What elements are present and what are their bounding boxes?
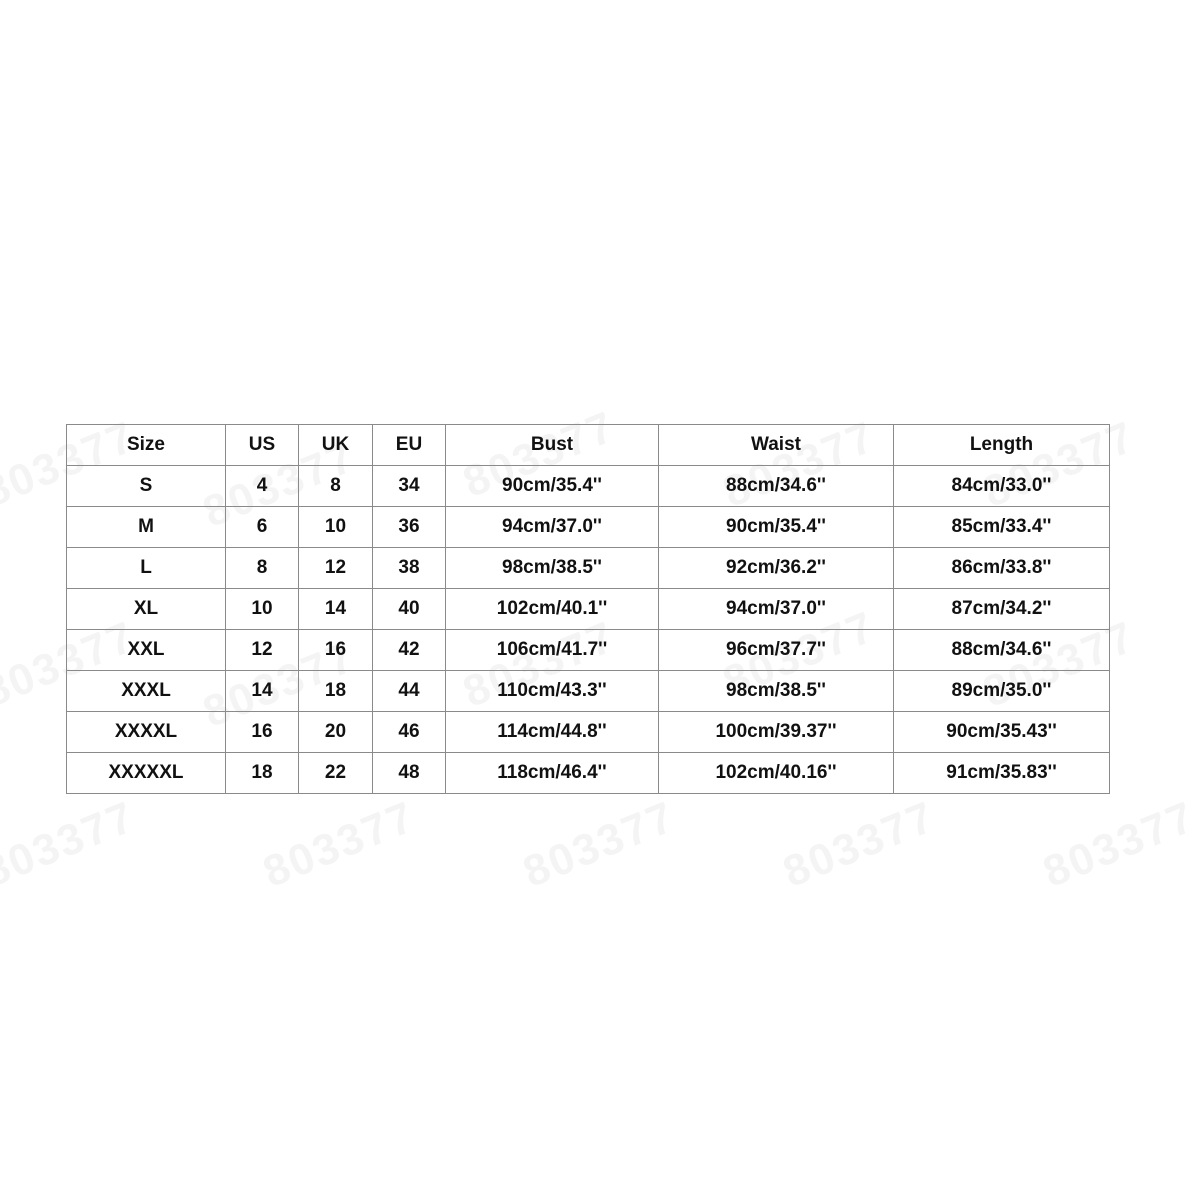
cell-bust: 106cm/41.7'' bbox=[446, 630, 659, 671]
table-row bbox=[67, 466, 1110, 507]
cell-waist: 92cm/36.2'' bbox=[659, 548, 894, 589]
cell-uk: 8 bbox=[299, 466, 373, 507]
header-bust: Bust bbox=[446, 425, 659, 466]
cell-waist: 98cm/38.5'' bbox=[659, 671, 894, 712]
cell-eu: 36 bbox=[373, 507, 446, 548]
cell-eu: 40 bbox=[373, 589, 446, 630]
cell-waist: 100cm/39.37'' bbox=[659, 712, 894, 753]
cell-waist: 94cm/37.0'' bbox=[659, 589, 894, 630]
cell-waist: 96cm/37.7'' bbox=[659, 630, 894, 671]
cell-length: 91cm/35.83'' bbox=[894, 753, 1110, 794]
cell-length: 85cm/33.4'' bbox=[894, 507, 1110, 548]
cell-eu: 34 bbox=[373, 466, 446, 507]
header-size: Size bbox=[67, 425, 226, 466]
header-waist: Waist bbox=[659, 425, 894, 466]
cell-length: 89cm/35.0'' bbox=[894, 671, 1110, 712]
cell-us: 14 bbox=[226, 671, 299, 712]
cell-waist: 90cm/35.4'' bbox=[659, 507, 894, 548]
cell-us: 10 bbox=[226, 589, 299, 630]
cell-bust: 118cm/46.4'' bbox=[446, 753, 659, 794]
cell-us: 4 bbox=[226, 466, 299, 507]
header-us: US bbox=[226, 425, 299, 466]
cell-uk: 10 bbox=[299, 507, 373, 548]
cell-us: 8 bbox=[226, 548, 299, 589]
cell-eu: 38 bbox=[373, 548, 446, 589]
table-row bbox=[67, 548, 1110, 589]
table-row bbox=[67, 507, 1110, 548]
cell-length: 87cm/34.2'' bbox=[894, 589, 1110, 630]
cell-length: 86cm/33.8'' bbox=[894, 548, 1110, 589]
cell-eu: 44 bbox=[373, 671, 446, 712]
watermark-text bbox=[1036, 792, 1200, 898]
cell-size: XXL bbox=[67, 630, 226, 671]
cell-length: 88cm/34.6'' bbox=[894, 630, 1110, 671]
table-row bbox=[67, 753, 1110, 794]
watermark-text bbox=[256, 792, 422, 898]
cell-waist: 102cm/40.16'' bbox=[659, 753, 894, 794]
cell-uk: 22 bbox=[299, 753, 373, 794]
header-length: Length bbox=[894, 425, 1110, 466]
size-chart-table bbox=[66, 424, 1110, 794]
cell-size: XL bbox=[67, 589, 226, 630]
cell-bust: 110cm/43.3'' bbox=[446, 671, 659, 712]
table-row bbox=[67, 671, 1110, 712]
cell-size: XXXXL bbox=[67, 712, 226, 753]
table-row bbox=[67, 589, 1110, 630]
header-row bbox=[67, 425, 1110, 466]
cell-size: S bbox=[67, 466, 226, 507]
cell-bust: 90cm/35.4'' bbox=[446, 466, 659, 507]
cell-size: XXXL bbox=[67, 671, 226, 712]
cell-us: 12 bbox=[226, 630, 299, 671]
watermark-text bbox=[776, 792, 942, 898]
table-row bbox=[67, 712, 1110, 753]
header-eu: EU bbox=[373, 425, 446, 466]
watermark-text bbox=[516, 792, 682, 898]
table-header bbox=[67, 425, 1110, 466]
cell-bust: 98cm/38.5'' bbox=[446, 548, 659, 589]
cell-uk: 20 bbox=[299, 712, 373, 753]
header-uk: UK bbox=[299, 425, 373, 466]
cell-length: 84cm/33.0'' bbox=[894, 466, 1110, 507]
cell-bust: 114cm/44.8'' bbox=[446, 712, 659, 753]
cell-uk: 14 bbox=[299, 589, 373, 630]
cell-size: XXXXXL bbox=[67, 753, 226, 794]
cell-eu: 46 bbox=[373, 712, 446, 753]
cell-us: 6 bbox=[226, 507, 299, 548]
cell-us: 16 bbox=[226, 712, 299, 753]
cell-waist: 88cm/34.6'' bbox=[659, 466, 894, 507]
cell-bust: 102cm/40.1'' bbox=[446, 589, 659, 630]
table-body bbox=[67, 466, 1110, 794]
cell-uk: 12 bbox=[299, 548, 373, 589]
cell-us: 18 bbox=[226, 753, 299, 794]
watermark-text bbox=[0, 792, 142, 898]
cell-size: L bbox=[67, 548, 226, 589]
cell-uk: 16 bbox=[299, 630, 373, 671]
cell-eu: 48 bbox=[373, 753, 446, 794]
cell-uk: 18 bbox=[299, 671, 373, 712]
table-row bbox=[67, 630, 1110, 671]
cell-length: 90cm/35.43'' bbox=[894, 712, 1110, 753]
cell-eu: 42 bbox=[373, 630, 446, 671]
cell-size: M bbox=[67, 507, 226, 548]
cell-bust: 94cm/37.0'' bbox=[446, 507, 659, 548]
